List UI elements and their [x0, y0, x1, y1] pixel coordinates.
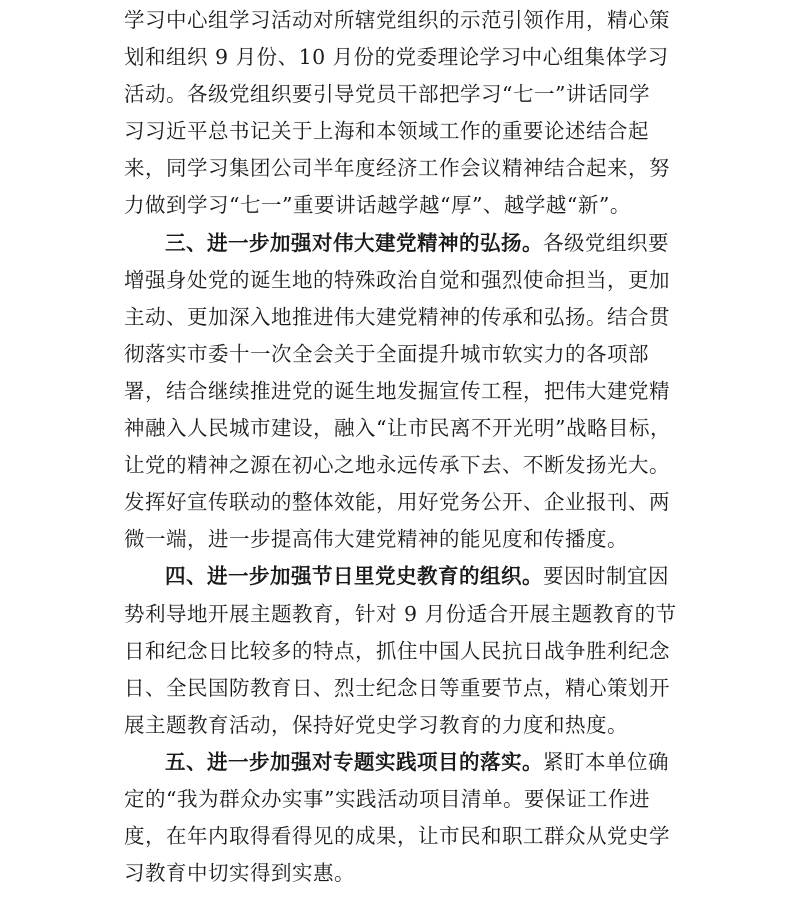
text-line: 活动。各级党组织要引导党员干部把学习“七一”讲话同学: [124, 82, 650, 107]
text-line: 让党的精神之源在初心之地永远传承下去、不断发扬光大。: [124, 453, 670, 478]
section-first-line-text: 紧盯本单位确: [543, 749, 669, 774]
text-line: 日和纪念日比较多的特点，抓住中国人民抗日战争胜利纪念: [124, 638, 670, 663]
section-three: [124, 225, 684, 559]
paragraph-continuation: [124, 2, 684, 225]
section-five: [124, 744, 684, 892]
section-heading: 五、进一步加强对专题实践项目的落实。: [165, 749, 543, 774]
text-line: 划和组织 9 月份、10 月份的党委理论学习中心组集体学习: [124, 45, 669, 70]
section-heading: 四、进一步加强节日里党史教育的组织。: [165, 564, 543, 589]
text-line: 日、全民国防教育日、烈士纪念日等重要节点，精心策划开: [124, 675, 670, 700]
section-first-line: [124, 558, 684, 595]
text-line: 主动、更加深入地推进伟大建党精神的传承和弘扬。结合贯: [124, 304, 670, 329]
section-first-line-text: 各级党组织要: [543, 230, 669, 255]
text-line: 力做到学习“七一”重要讲话越学越“厚”、越学越“新”。: [124, 193, 631, 218]
text-line: 神融入人民城市建设，融入“让市民离不开光明”战略目标，: [124, 416, 671, 441]
text-line: 定的“我为群众办实事”实践活动项目清单。要保证工作进: [124, 786, 650, 811]
section-heading: 三、进一步加强对伟大建党精神的弘扬。: [165, 230, 543, 255]
text-line: 发挥好宣传联动的整体效能，用好党务公开、企业报刊、两: [124, 490, 670, 515]
section-first-line-text: 要因时制宜因: [543, 564, 669, 589]
text-line: 彻落实市委十一次全会关于全面提升城市软实力的各项部: [124, 341, 649, 366]
text-line: 学习中心组学习活动对所辖党组织的示范引领作用，精心策: [124, 8, 670, 32]
text-line: 展主题教育活动，保持好党史学习教育的力度和热度。: [124, 712, 628, 737]
text-line: 度，在年内取得看得见的成果，让市民和职工群众从党史学: [124, 824, 670, 849]
text-line: 增强身处党的诞生地的特殊政治自觉和强烈使命担当，更加: [124, 267, 670, 292]
text-line: 署，结合继续推进党的诞生地发掘宣传工程，把伟大建党精: [124, 378, 670, 403]
section-first-line: [124, 744, 684, 781]
text-line: 习习近平总书记关于上海和本领域工作的重要论述结合起: [124, 119, 649, 144]
text-line: 势利导地开展主题教育，针对 9 月份适合开展主题教育的节: [124, 601, 677, 626]
section-four: [124, 558, 684, 743]
text-line: 来，同学习集团公司半年度经济工作会议精神结合起来，努: [124, 156, 670, 181]
section-first-line: [124, 225, 684, 262]
text-line: 习教育中切实得到实惠。: [124, 861, 355, 886]
text-line: 微一端，进一步提高伟大建党精神的能见度和传播度。: [124, 527, 628, 552]
document-body: [124, 2, 684, 892]
